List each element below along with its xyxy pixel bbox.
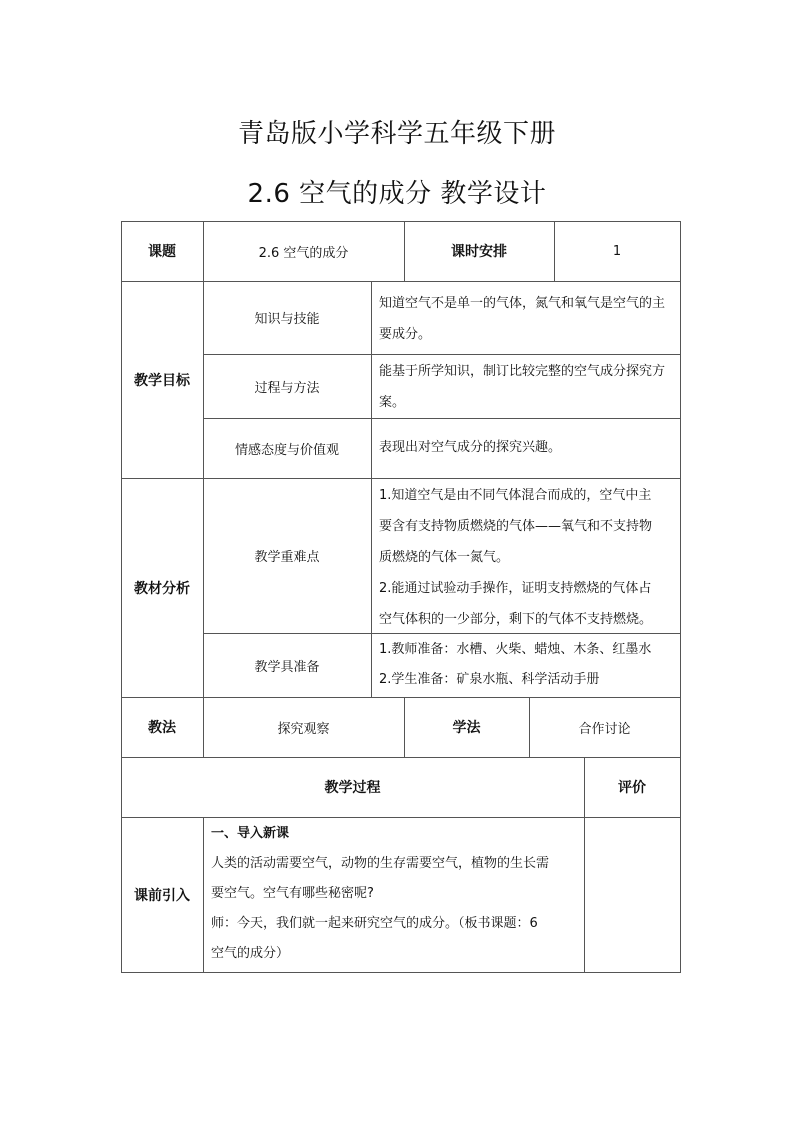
teach-method-label: 教法 xyxy=(148,720,176,736)
objective-name-process: 过程与方法 xyxy=(254,380,320,396)
objective-name-attitude: 情感态度与价值观 xyxy=(234,442,339,458)
key-points-label: 教学重难点 xyxy=(254,550,320,565)
key-points-text: 1.知道空气是由不同气体混合而成的，空气中主 要含有支持物质燃烧的气体——氧气和不支持物 质燃烧的气体一氮气。 2.能通过试验动手操作，证明支持燃烧的气体占 空气体积的一少部分，剩下的气体不支持燃烧。 xyxy=(379,488,653,627)
process-label: 教学过程 xyxy=(324,780,381,796)
schedule-value: 1 xyxy=(612,243,622,259)
objective-text-knowledge: 知道空气不是单一的气体，氮气和氧气是空气的主要成分。 xyxy=(379,296,666,342)
materials-label: 教学具准备 xyxy=(254,659,320,675)
evaluation-label: 评价 xyxy=(618,780,646,796)
learn-method-value: 合作讨论 xyxy=(578,721,631,737)
topic-label: 课题 xyxy=(148,244,176,260)
objective-text-attitude: 表现出对空气成分的探究兴趣。 xyxy=(379,440,562,455)
schedule-label: 课时安排 xyxy=(451,244,507,260)
analysis-label: 教材分析 xyxy=(134,580,190,597)
document-title: 青岛版小学科学五年级下册 xyxy=(237,119,556,149)
intro-label: 课前引入 xyxy=(134,887,190,904)
objective-name-knowledge: 知识与技能 xyxy=(254,312,320,327)
materials-text: 1.教师准备：水槽、火柴、蜡烛、木条、红墨水 2.学生准备：矿泉水瓶、科学活动手册 xyxy=(379,642,652,687)
objective-text-process: 能基于所学知识，制订比较完整的空气成分探究方案。 xyxy=(379,364,666,410)
document-subtitle: 2.6 空气的成分 教学设计 xyxy=(247,179,547,209)
objectives-label: 教学目标 xyxy=(134,372,190,389)
teach-method-value: 探究观察 xyxy=(277,721,330,737)
intro-text: 一、导入新课 人类的活动需要空气，动物的生存需要空气，植物的生长需 要空气。空气有哪些秘密呢? 师：今天，我们就一起来研究空气的成分。（板书课题：6 空气的成分） xyxy=(211,826,550,961)
topic-value: 2.6 空气的成分 xyxy=(258,245,349,261)
learn-method-label: 学法 xyxy=(452,720,481,736)
